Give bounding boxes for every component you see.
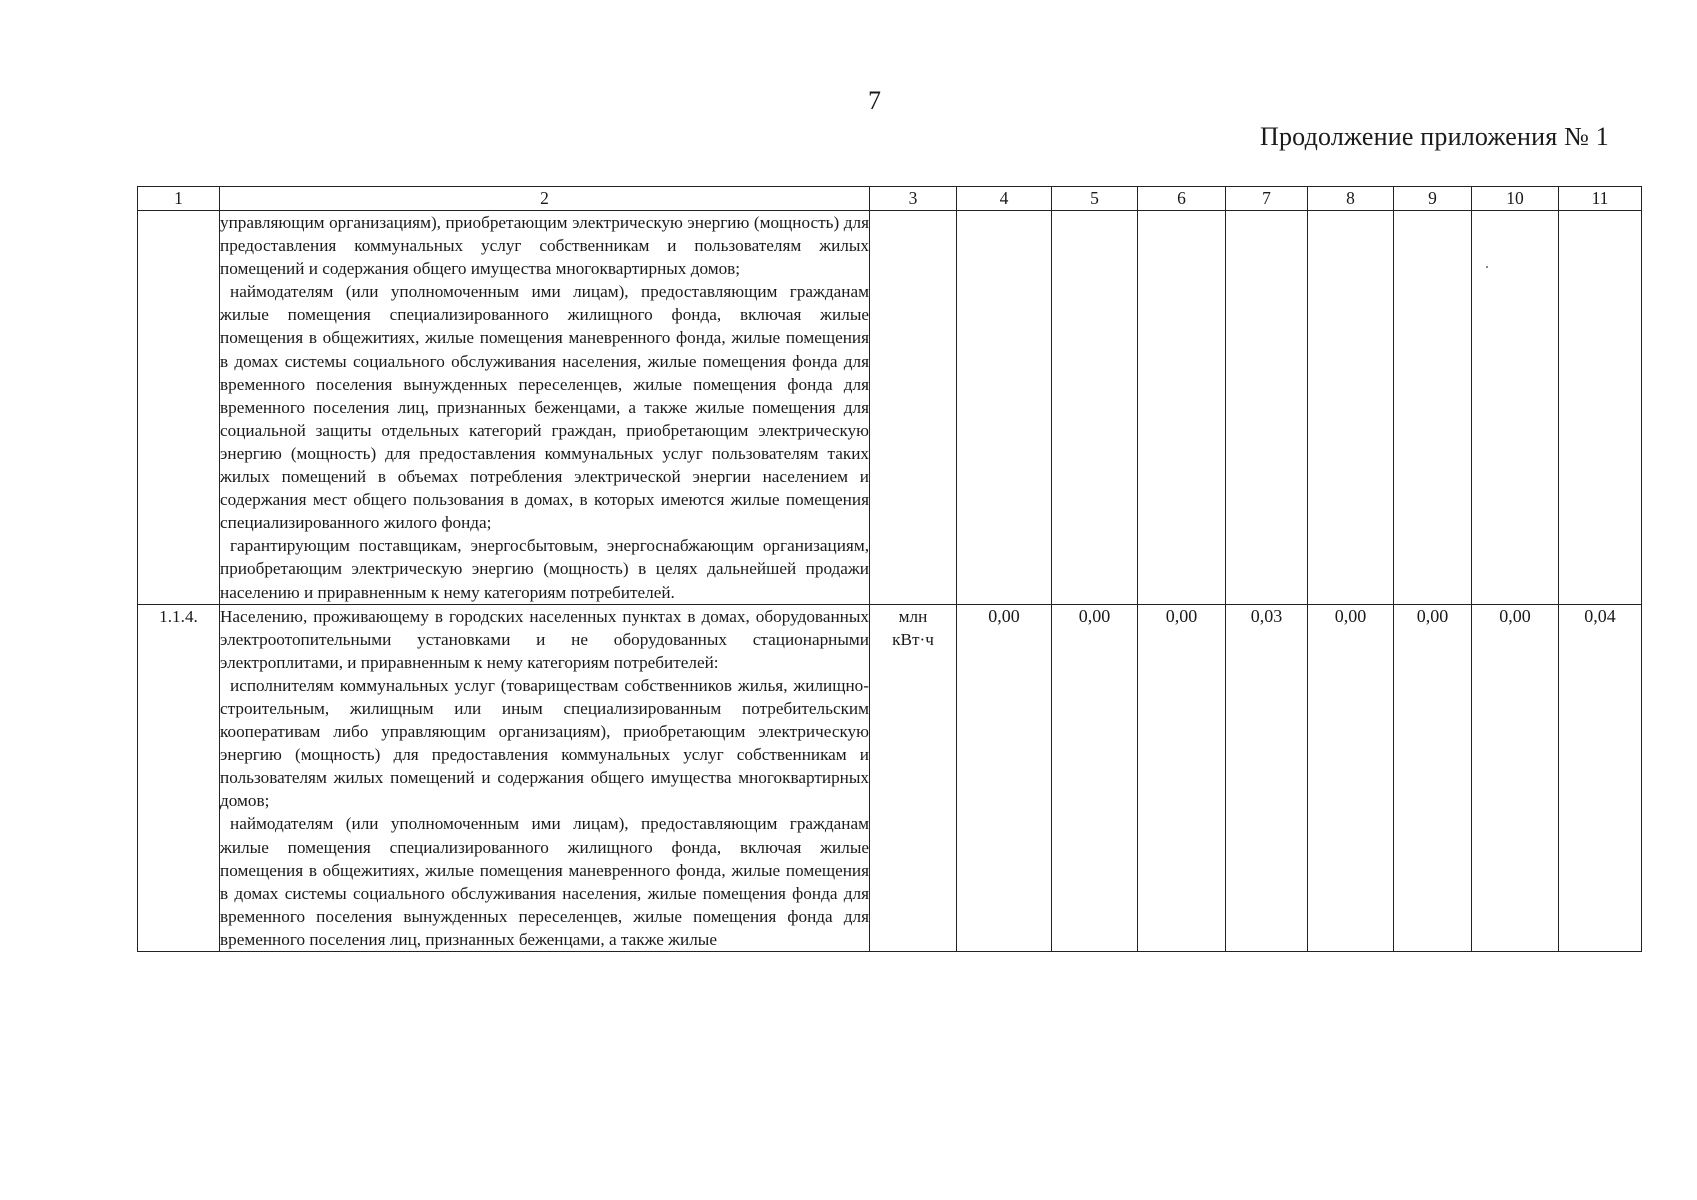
value-cell: 0,03 — [1226, 604, 1308, 951]
unit-cell — [870, 604, 957, 951]
data-table — [137, 186, 1642, 952]
value-cell: 0,00 — [1472, 604, 1559, 951]
column-header: 5 — [1052, 187, 1138, 211]
value-cell — [1472, 211, 1559, 605]
unit-label: млн — [898, 606, 928, 626]
row-number: 1.1.4. — [138, 604, 220, 951]
value-cell — [1308, 211, 1394, 605]
column-header: 4 — [957, 187, 1052, 211]
value-cell: 0,00 — [1138, 604, 1226, 951]
description-paragraph: наймодателям (или уполномоченным ими лицам), предоставляющим гражданам жилые помещения специализированного жилищного фонда, включая жилые помещения в общежитиях, жилые помещения маневренного фонда, жилые помещения в домах системы социального обслуживания населения, жилые помещения фонда для временного поселения вынужденных переселенцев, жилые помещения фонда для временного поселения лиц, признанных беженцами, а также жилые — [220, 814, 869, 949]
value-cell — [1394, 211, 1472, 605]
value-cell — [1138, 211, 1226, 605]
page-number: 7 — [868, 86, 881, 115]
appendix-title: Продолжение приложения № 1 — [1259, 122, 1609, 151]
row-number — [138, 211, 220, 605]
column-header: 2 — [220, 187, 870, 211]
column-header: 9 — [1394, 187, 1472, 211]
description-paragraph: наймодателям (или уполномоченным ими лицам), предоставляющим гражданам жилые помещения специализированного жилищного фонда, включая жилые помещения в общежитиях, жилые помещения маневренного фонда, жилые помещения в домах системы социального обслуживания населения, жилые помещения фонда для временного поселения вынужденных переселенцев, жилые помещения фонда для временного поселения лиц, признанных беженцами, а также жилые помещения для социальной защиты отдельных категорий граждан, приобретающим электрическую энергию (мощность) для предоставления коммунальных услуг пользователям таких жилых помещений в объемах потребления электрической энергии населением и содержания мест общего пользования в домах, в которых имеются жилые помещения специализированного жилого фонда; — [220, 282, 869, 533]
description-paragraph: Населению, проживающему в городских населенных пунктах в домах, оборудованных электроотопительными установками и не оборудованных стационарными электроплитами, и приравненным к нему категориям потребителей: — [220, 606, 869, 672]
column-header: 8 — [1308, 187, 1394, 211]
table-header-row — [138, 187, 1642, 211]
column-header: 6 — [1138, 187, 1226, 211]
column-header: 1 — [138, 187, 220, 211]
unit-cell — [870, 211, 957, 605]
row-description — [220, 211, 870, 605]
value-cell — [1559, 211, 1642, 605]
description-paragraph: управляющим организациям), приобретающим электрическую энергию (мощность) для предоставления коммунальных услуг собственникам и пользователям жилых помещений и содержания общего имущества многоквартирных домов; — [220, 213, 869, 279]
value-cell — [1052, 211, 1138, 605]
value-cell — [1226, 211, 1308, 605]
table-row — [138, 604, 1642, 951]
table-row — [138, 211, 1642, 605]
column-header: 11 — [1559, 187, 1642, 211]
description-paragraph: гарантирующим поставщикам, энергосбытовым, энергоснабжающим организациям, приобретающим электрическую энергию (мощность) в целях дальнейшей продажи населению и приравненным к нему категориям потребителей. — [220, 536, 869, 602]
description-paragraph: исполнителям коммунальных услуг (товариществам собственников жилья, жилищно-строительным, жилищным или иным специализированным потребительским кооперативам либо управляющим организациям), приобретающим электрическую энергию (мощность) для предоставления коммунальных услуг собственникам и пользователям жилых помещений и содержания общего имущества многоквартирных домов; — [220, 675, 869, 811]
value-cell: 0,00 — [1308, 604, 1394, 951]
value-cell — [957, 211, 1052, 605]
value-cell: 0,00 — [957, 604, 1052, 951]
value-cell: 0,04 — [1559, 604, 1642, 951]
column-header: 3 — [870, 187, 957, 211]
column-header: 10 — [1472, 187, 1559, 211]
unit-label: кВт·ч — [892, 629, 934, 649]
row-description — [220, 604, 870, 951]
value-cell: 0,00 — [1394, 604, 1472, 951]
column-header: 7 — [1226, 187, 1308, 211]
value-cell: 0,00 — [1052, 604, 1138, 951]
